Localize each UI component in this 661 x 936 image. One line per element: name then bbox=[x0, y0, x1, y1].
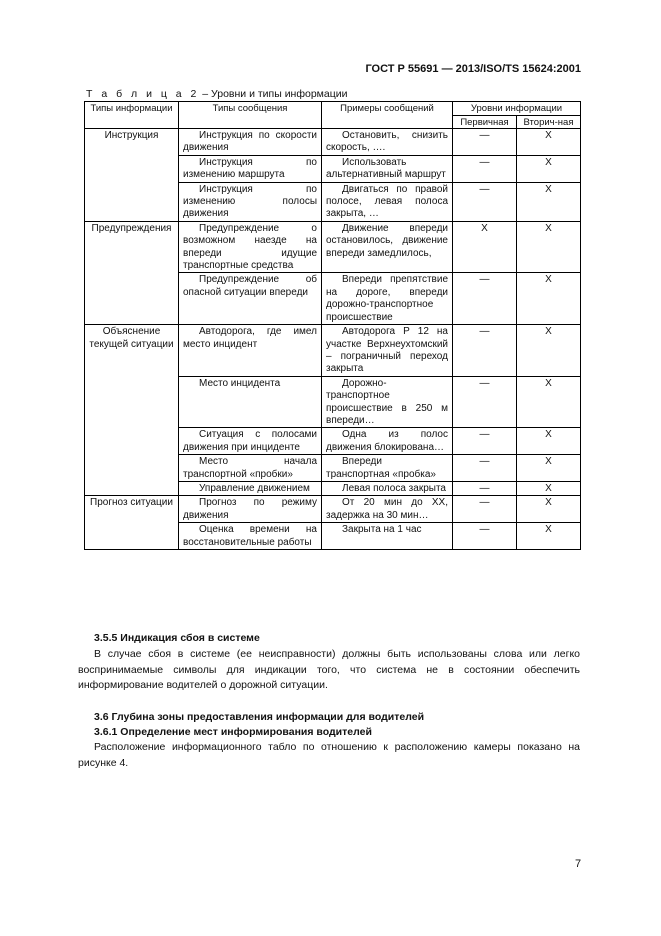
primary-level-cell: — bbox=[453, 182, 517, 221]
message-type-cell: Оценка времени на восстановительные работы bbox=[179, 523, 322, 550]
primary-level-cell: — bbox=[453, 129, 517, 156]
table-caption-label: Т а б л и ц а 2 bbox=[86, 88, 200, 100]
header-secondary: Вторич-ная bbox=[517, 115, 581, 129]
primary-level-cell: — bbox=[453, 496, 517, 523]
header-message-types: Типы сообщения bbox=[179, 102, 322, 129]
primary-level-cell: — bbox=[453, 523, 517, 550]
message-type-cell: Управление движением bbox=[179, 481, 322, 495]
secondary-level-cell: X bbox=[517, 481, 581, 495]
secondary-level-cell: X bbox=[517, 523, 581, 550]
table-row bbox=[85, 496, 581, 523]
message-example-cell: Дорожно-транспортное происшествие в 250 м впереди… bbox=[322, 376, 453, 428]
secondary-level-cell: X bbox=[517, 376, 581, 428]
section-355-title: 3.5.5 Индикация сбоя в системе bbox=[94, 632, 260, 644]
message-example-cell: Автодорога Р 12 на участке Верхнеухтомский – пограничный переход закрыта bbox=[322, 325, 453, 377]
info-type-cell: Объяснение текущей ситуации bbox=[85, 325, 179, 496]
message-type-cell: Место инцидента bbox=[179, 376, 322, 428]
primary-level-cell: X bbox=[453, 221, 517, 273]
table-row bbox=[85, 221, 581, 273]
header-primary: Первичная bbox=[453, 115, 517, 129]
message-example-cell: Одна из полос движения блокирована… bbox=[322, 428, 453, 455]
info-type-cell: Инструкция bbox=[85, 129, 179, 222]
primary-level-cell: — bbox=[453, 325, 517, 377]
message-example-cell: От 20 мин до ХХ, задержка на 30 мин… bbox=[322, 496, 453, 523]
primary-level-cell: — bbox=[453, 481, 517, 495]
table-caption bbox=[86, 88, 347, 100]
message-type-cell: Инструкция по изменению маршрута bbox=[179, 155, 322, 182]
secondary-level-cell: X bbox=[517, 221, 581, 273]
info-type-cell: Предупреждения bbox=[85, 221, 179, 324]
primary-level-cell: — bbox=[453, 155, 517, 182]
message-example-cell: Впереди транспортная «пробка» bbox=[322, 455, 453, 482]
message-example-cell: Левая полоса закрыта bbox=[322, 481, 453, 495]
message-type-cell: Предупреждение об опасной ситуации впереди bbox=[179, 273, 322, 325]
primary-level-cell: — bbox=[453, 455, 517, 482]
message-type-cell: Ситуация с полосами движения при инциденте bbox=[179, 428, 322, 455]
message-example-cell: Использовать альтернативный маршрут bbox=[322, 155, 453, 182]
message-example-cell: Двигаться по правой полосе, левая полоса закрыта, … bbox=[322, 182, 453, 221]
secondary-level-cell: X bbox=[517, 428, 581, 455]
section-36-title: 3.6 Глубина зоны предоставления информации для водителей bbox=[94, 711, 425, 723]
secondary-level-cell: X bbox=[517, 273, 581, 325]
primary-level-cell: — bbox=[453, 428, 517, 455]
message-example-cell: Движение впереди остановилось, движение впереди замедлилось, bbox=[322, 221, 453, 273]
secondary-level-cell: X bbox=[517, 155, 581, 182]
secondary-level-cell: X bbox=[517, 182, 581, 221]
message-type-cell: Автодорога, где имел место инцидент bbox=[179, 325, 322, 377]
message-type-cell: Прогноз по режиму движения bbox=[179, 496, 322, 523]
table-body bbox=[85, 129, 581, 550]
info-levels-table bbox=[84, 101, 581, 550]
message-type-cell: Предупреждение о возможном наезде на впереди идущие транспортные средства bbox=[179, 221, 322, 273]
secondary-level-cell: X bbox=[517, 455, 581, 482]
header-message-examples: Примеры сообщений bbox=[322, 102, 453, 129]
primary-level-cell: — bbox=[453, 273, 517, 325]
header-info-types: Типы информации bbox=[85, 102, 179, 129]
message-example-cell: Впереди препятствие на дороге, впереди дорожно-транспортное происшествие bbox=[322, 273, 453, 325]
secondary-level-cell: X bbox=[517, 496, 581, 523]
info-type-cell: Прогноз ситуации bbox=[85, 496, 179, 550]
secondary-level-cell: X bbox=[517, 325, 581, 377]
table-row bbox=[85, 129, 581, 156]
message-example-cell: Закрыта на 1 час bbox=[322, 523, 453, 550]
message-example-cell: Остановить, снизить скорость, …. bbox=[322, 129, 453, 156]
page-number: 7 bbox=[575, 858, 582, 870]
document-header: ГОСТ Р 55691 — 2013/ISO/TS 15624:2001 bbox=[365, 63, 581, 75]
primary-level-cell: — bbox=[453, 376, 517, 428]
table-caption-text: – Уровни и типы информации bbox=[199, 88, 348, 100]
secondary-level-cell: X bbox=[517, 129, 581, 156]
message-type-cell: Инструкция по скорости движения bbox=[179, 129, 322, 156]
table-row bbox=[85, 325, 581, 377]
message-type-cell: Место начала транспортной «пробки» bbox=[179, 455, 322, 482]
section-36-text: Расположение информационного табло по отношению к расположению камеры показано на рисунке 4. bbox=[78, 741, 580, 769]
header-info-levels: Уровни информации bbox=[453, 102, 581, 116]
section-361-title: 3.6.1 Определение мест информирования водителей bbox=[94, 726, 372, 738]
message-type-cell: Инструкция по изменению полосы движения bbox=[179, 182, 322, 221]
section-355-text: В случае сбоя в системе (ее неисправности) должны быть использованы слова или легко воспринимаемые символы для индикации того, что система не в состоянии обеспечить информирование водителей о дорожной ситуации. bbox=[78, 648, 580, 691]
